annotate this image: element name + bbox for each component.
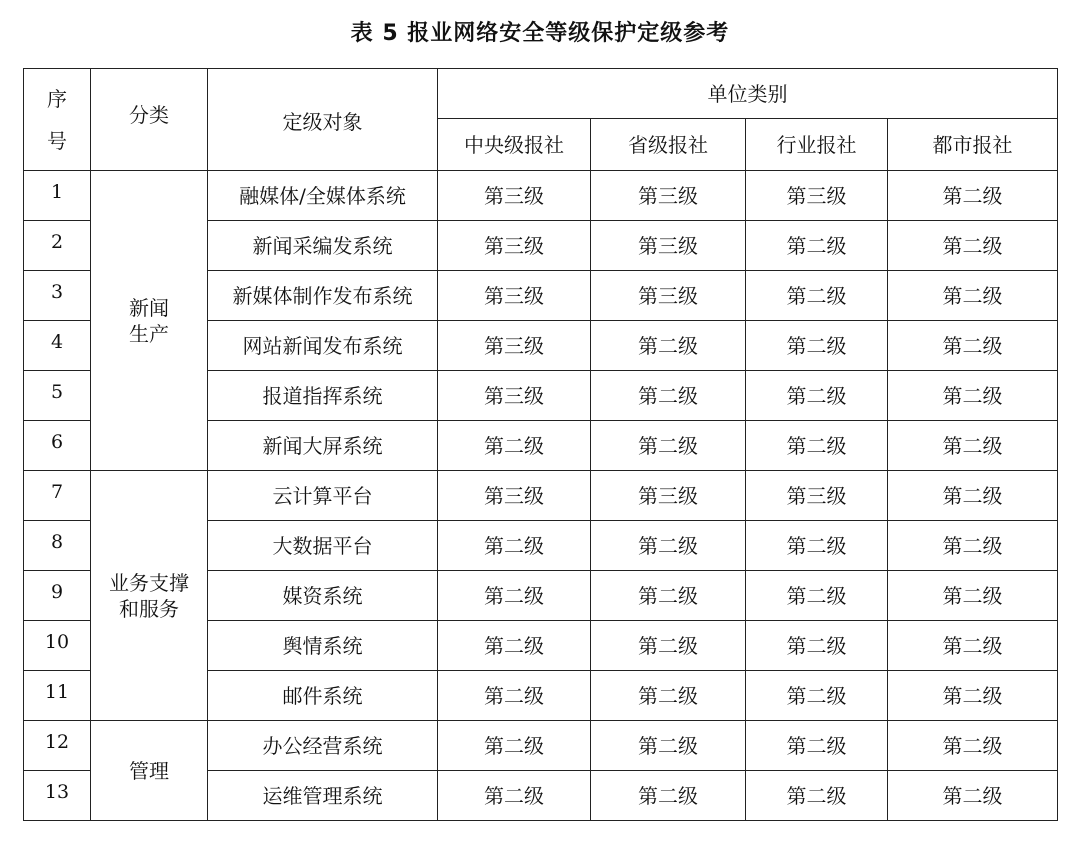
level-cell: 第二级 xyxy=(591,321,746,371)
header-unit-industry: 行业报社 xyxy=(746,119,888,171)
category-label-line: 管理 xyxy=(129,758,169,783)
level-cell: 第二级 xyxy=(746,571,888,621)
object-cell: 网站新闻发布系统 xyxy=(208,321,438,371)
level-cell: 第二级 xyxy=(888,521,1058,571)
header-unit-provincial: 省级报社 xyxy=(591,119,746,171)
level-cell: 第二级 xyxy=(438,721,591,771)
header-category: 分类 xyxy=(91,69,208,171)
row-number: 4 xyxy=(24,321,91,371)
level-cell: 第三级 xyxy=(438,271,591,321)
level-cell: 第二级 xyxy=(746,421,888,471)
table-row xyxy=(24,721,1058,771)
object-cell: 媒资系统 xyxy=(208,571,438,621)
level-cell: 第三级 xyxy=(591,171,746,221)
level-cell: 第三级 xyxy=(438,321,591,371)
row-number: 10 xyxy=(24,621,91,671)
level-cell: 第二级 xyxy=(438,771,591,821)
level-cell: 第二级 xyxy=(746,621,888,671)
level-cell: 第二级 xyxy=(746,321,888,371)
level-cell: 第二级 xyxy=(888,771,1058,821)
object-cell: 舆情系统 xyxy=(208,621,438,671)
row-number: 5 xyxy=(24,371,91,421)
category-label-line: 新闻 xyxy=(129,295,169,320)
level-cell: 第二级 xyxy=(591,521,746,571)
level-cell: 第二级 xyxy=(888,571,1058,621)
level-cell: 第三级 xyxy=(746,471,888,521)
level-cell: 第二级 xyxy=(888,671,1058,721)
level-cell: 第二级 xyxy=(591,771,746,821)
category-cell xyxy=(91,171,208,471)
level-cell: 第二级 xyxy=(888,221,1058,271)
level-cell: 第二级 xyxy=(888,321,1058,371)
row-number: 8 xyxy=(24,521,91,571)
level-cell: 第二级 xyxy=(746,771,888,821)
row-number: 12 xyxy=(24,721,91,771)
header-unit-type: 单位类别 xyxy=(438,69,1058,119)
object-cell: 运维管理系统 xyxy=(208,771,438,821)
header-unit-metro: 都市报社 xyxy=(888,119,1058,171)
level-cell: 第三级 xyxy=(591,471,746,521)
table-row xyxy=(24,171,1058,221)
level-cell: 第二级 xyxy=(438,671,591,721)
level-cell: 第二级 xyxy=(746,271,888,321)
level-cell: 第二级 xyxy=(591,621,746,671)
level-cell: 第二级 xyxy=(591,421,746,471)
object-cell: 邮件系统 xyxy=(208,671,438,721)
level-cell: 第二级 xyxy=(591,671,746,721)
level-cell: 第三级 xyxy=(591,271,746,321)
level-cell: 第二级 xyxy=(438,521,591,571)
category-cell xyxy=(91,471,208,721)
object-cell: 大数据平台 xyxy=(208,521,438,571)
level-cell: 第三级 xyxy=(438,471,591,521)
object-cell: 新媒体制作发布系统 xyxy=(208,271,438,321)
level-cell: 第二级 xyxy=(438,421,591,471)
object-cell: 报道指挥系统 xyxy=(208,371,438,421)
level-cell: 第二级 xyxy=(591,721,746,771)
level-cell: 第二级 xyxy=(888,421,1058,471)
object-cell: 办公经营系统 xyxy=(208,721,438,771)
level-cell: 第三级 xyxy=(591,221,746,271)
object-cell: 融媒体/全媒体系统 xyxy=(208,171,438,221)
level-cell: 第三级 xyxy=(438,171,591,221)
level-cell: 第二级 xyxy=(746,721,888,771)
category-label-line: 和服务 xyxy=(119,596,179,621)
level-cell: 第二级 xyxy=(438,571,591,621)
row-number: 7 xyxy=(24,471,91,521)
level-cell: 第二级 xyxy=(888,371,1058,421)
level-cell: 第二级 xyxy=(746,221,888,271)
level-cell: 第二级 xyxy=(591,371,746,421)
row-number: 9 xyxy=(24,571,91,621)
level-cell: 第二级 xyxy=(591,571,746,621)
row-number: 3 xyxy=(24,271,91,321)
row-number: 6 xyxy=(24,421,91,471)
category-label-line: 业务支撑 xyxy=(109,570,189,595)
object-cell: 新闻采编发系统 xyxy=(208,221,438,271)
object-cell: 云计算平台 xyxy=(208,471,438,521)
category-label-line: 生产 xyxy=(129,321,169,346)
level-cell: 第二级 xyxy=(888,171,1058,221)
level-cell: 第三级 xyxy=(438,221,591,271)
level-cell: 第三级 xyxy=(746,171,888,221)
category-cell xyxy=(91,721,208,821)
level-cell: 第二级 xyxy=(438,621,591,671)
level-cell: 第二级 xyxy=(888,721,1058,771)
row-number: 11 xyxy=(24,671,91,721)
level-cell: 第二级 xyxy=(746,671,888,721)
level-cell: 第二级 xyxy=(888,621,1058,671)
table-title: 表 5 报业网络安全等级保护定级参考 xyxy=(350,21,730,46)
level-cell: 第二级 xyxy=(888,271,1058,321)
level-cell: 第二级 xyxy=(746,371,888,421)
header-seq: 序号 xyxy=(24,69,91,171)
level-cell: 第二级 xyxy=(746,521,888,571)
table-row xyxy=(24,471,1058,521)
header-object: 定级对象 xyxy=(208,69,438,171)
row-number: 1 xyxy=(24,171,91,221)
header-unit-central: 中央级报社 xyxy=(438,119,591,171)
security-level-table xyxy=(23,68,1058,821)
object-cell: 新闻大屏系统 xyxy=(208,421,438,471)
level-cell: 第二级 xyxy=(888,471,1058,521)
row-number: 13 xyxy=(24,771,91,821)
level-cell: 第三级 xyxy=(438,371,591,421)
row-number: 2 xyxy=(24,221,91,271)
